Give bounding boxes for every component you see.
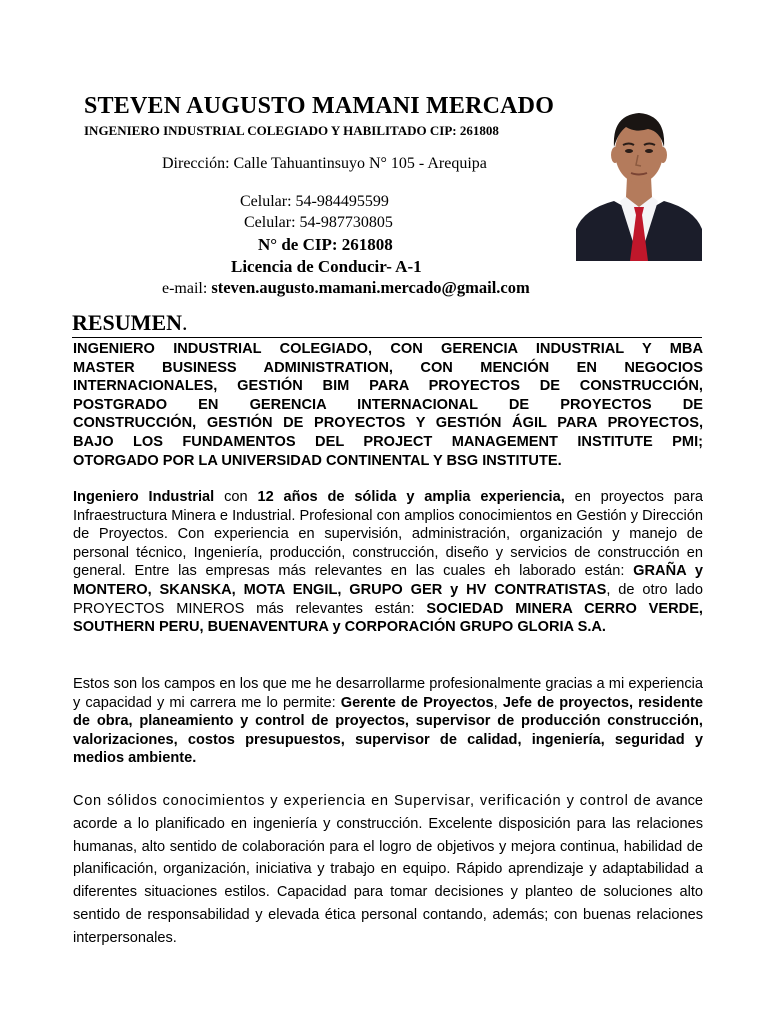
p3-text: avance acorde a lo planificado en ingeniería y construcción. Excelente disposición para las relaciones humanas, alto sentido de colaboración para el logro de objetivos y mejora continua, habilidad de planificación, organización, iniciativa y trabajo en equipo. Rápido aprendizaje y adaptabilidad a diferentes situaciones estilos. Capacidad para tomar decisiones y planteo de soluciones alto sentido de responsabilidad y elevada ética personal contando, además; con buenas relaciones interpersonales. [73,793,703,946]
phone-2: Celular: 54-987730805 [244,214,393,231]
summary-line: CONSTRUCCIÓN, GESTIÓN DE PROYECTOS Y GESTIÓN ÁGIL PARA PROYECTOS, [73,415,703,432]
p1-years: 12 años de sólida y amplia experiencia, [257,489,565,505]
p1-role: Ingeniero Industrial [73,489,215,505]
p2-text: Estos son los campos en los que me he desarrollarme profesionalmente gracias a mi experiencia y capacidad y mi carrera me lo permite: [73,676,703,711]
summary-line: OTORGADO POR LA UNIVERSIDAD CONTINENTAL Y BSG INSTITUTE. [73,452,562,469]
drivers-license: Licencia de Conducir- A-1 [231,257,422,276]
fields-paragraph [73,675,703,768]
p1-companies: GRAÑA y MONTERO, SKANSKA, MOTA ENGIL, GRUPO GER y HV CONTRATISTAS [73,563,703,598]
email-address[interactable]: steven.augusto.mamani.mercado@gmail.com [211,278,530,297]
summary-heading [72,310,188,336]
heading-divider [72,337,702,338]
summary-line: POSTGRADO EN GERENCIA INTERNACIONAL DE PROYECTOS DE [73,396,703,413]
professional-title: INGENIERO INDUSTRIAL COLEGIADO Y HABILITADO CIP: 261808 [84,123,499,138]
experience-paragraph [73,488,703,637]
p2-text: , [493,694,503,711]
portrait-icon [576,97,702,261]
p2-fields: Jefe de proyectos, residente de obra, planeamiento y control de proyectos, supervisor de producción construcción, valorizaciones, costos presupuestos, supervisor de calidad, ingeniería, seguridad y medios ambiente. [73,694,703,767]
summary-line: INGENIERO INDUSTRIAL COLEGIADO, CON GERENCIA INDUSTRIAL Y MBA [73,341,703,357]
address: Dirección: Calle Tahuantinsuyo N° 105 - Arequipa [162,155,487,172]
p3-text: Con sólidos conocimientos y experiencia en Supervisar, verificación y control de [73,793,652,809]
phone-1: Celular: 54-984495599 [240,193,389,210]
summary-title-dot: . [182,310,188,335]
email-label: e-mail: [162,280,212,297]
education-summary [73,340,703,470]
skills-paragraph [73,790,703,950]
p2-role: Gerente de Proyectos [340,694,494,711]
portrait-photo [576,97,702,261]
summary-line: MASTER BUSINESS ADMINISTRATION, CON MENCIÓN EN NEGOCIOS [73,359,703,376]
candidate-name: STEVEN AUGUSTO MAMANI MERCADO [84,93,555,119]
summary-line: BAJO LOS FUNDAMENTOS DEL PROJECT MANAGEMENT INSTITUTE PMI; [73,433,703,450]
summary-line: INTERNACIONALES, GESTIÓN BIM PARA PROYECTOS DE CONSTRUCCIÓN, [73,378,703,395]
p1-text: , de otro lado PROYECTOS MINEROS más relevantes están: [73,581,703,617]
summary-title: RESUMEN [72,310,183,335]
email-line [162,278,530,298]
cip-number: N° de CIP: 261808 [258,235,393,254]
p1-text: en proyectos para Infraestructura Minera e Industrial. Profesional con amplios conocimientos en Gestión y Dirección de Proyectos. Con experiencia en supervisión, administración, organización y manejo de personal técnico, Ingeniería, producción, construcción, diseño y servicios de construcción en general. Entre las empresas más relevantes en las cuales eh laborado están: [73,489,704,580]
p1-text: con [214,489,258,505]
p1-mining-projects: SOCIEDAD MINERA CERRO VERDE, SOUTHERN PERU, BUENAVENTURA y CORPORACIÓN GRUPO GLORIA S.A. [73,600,703,636]
